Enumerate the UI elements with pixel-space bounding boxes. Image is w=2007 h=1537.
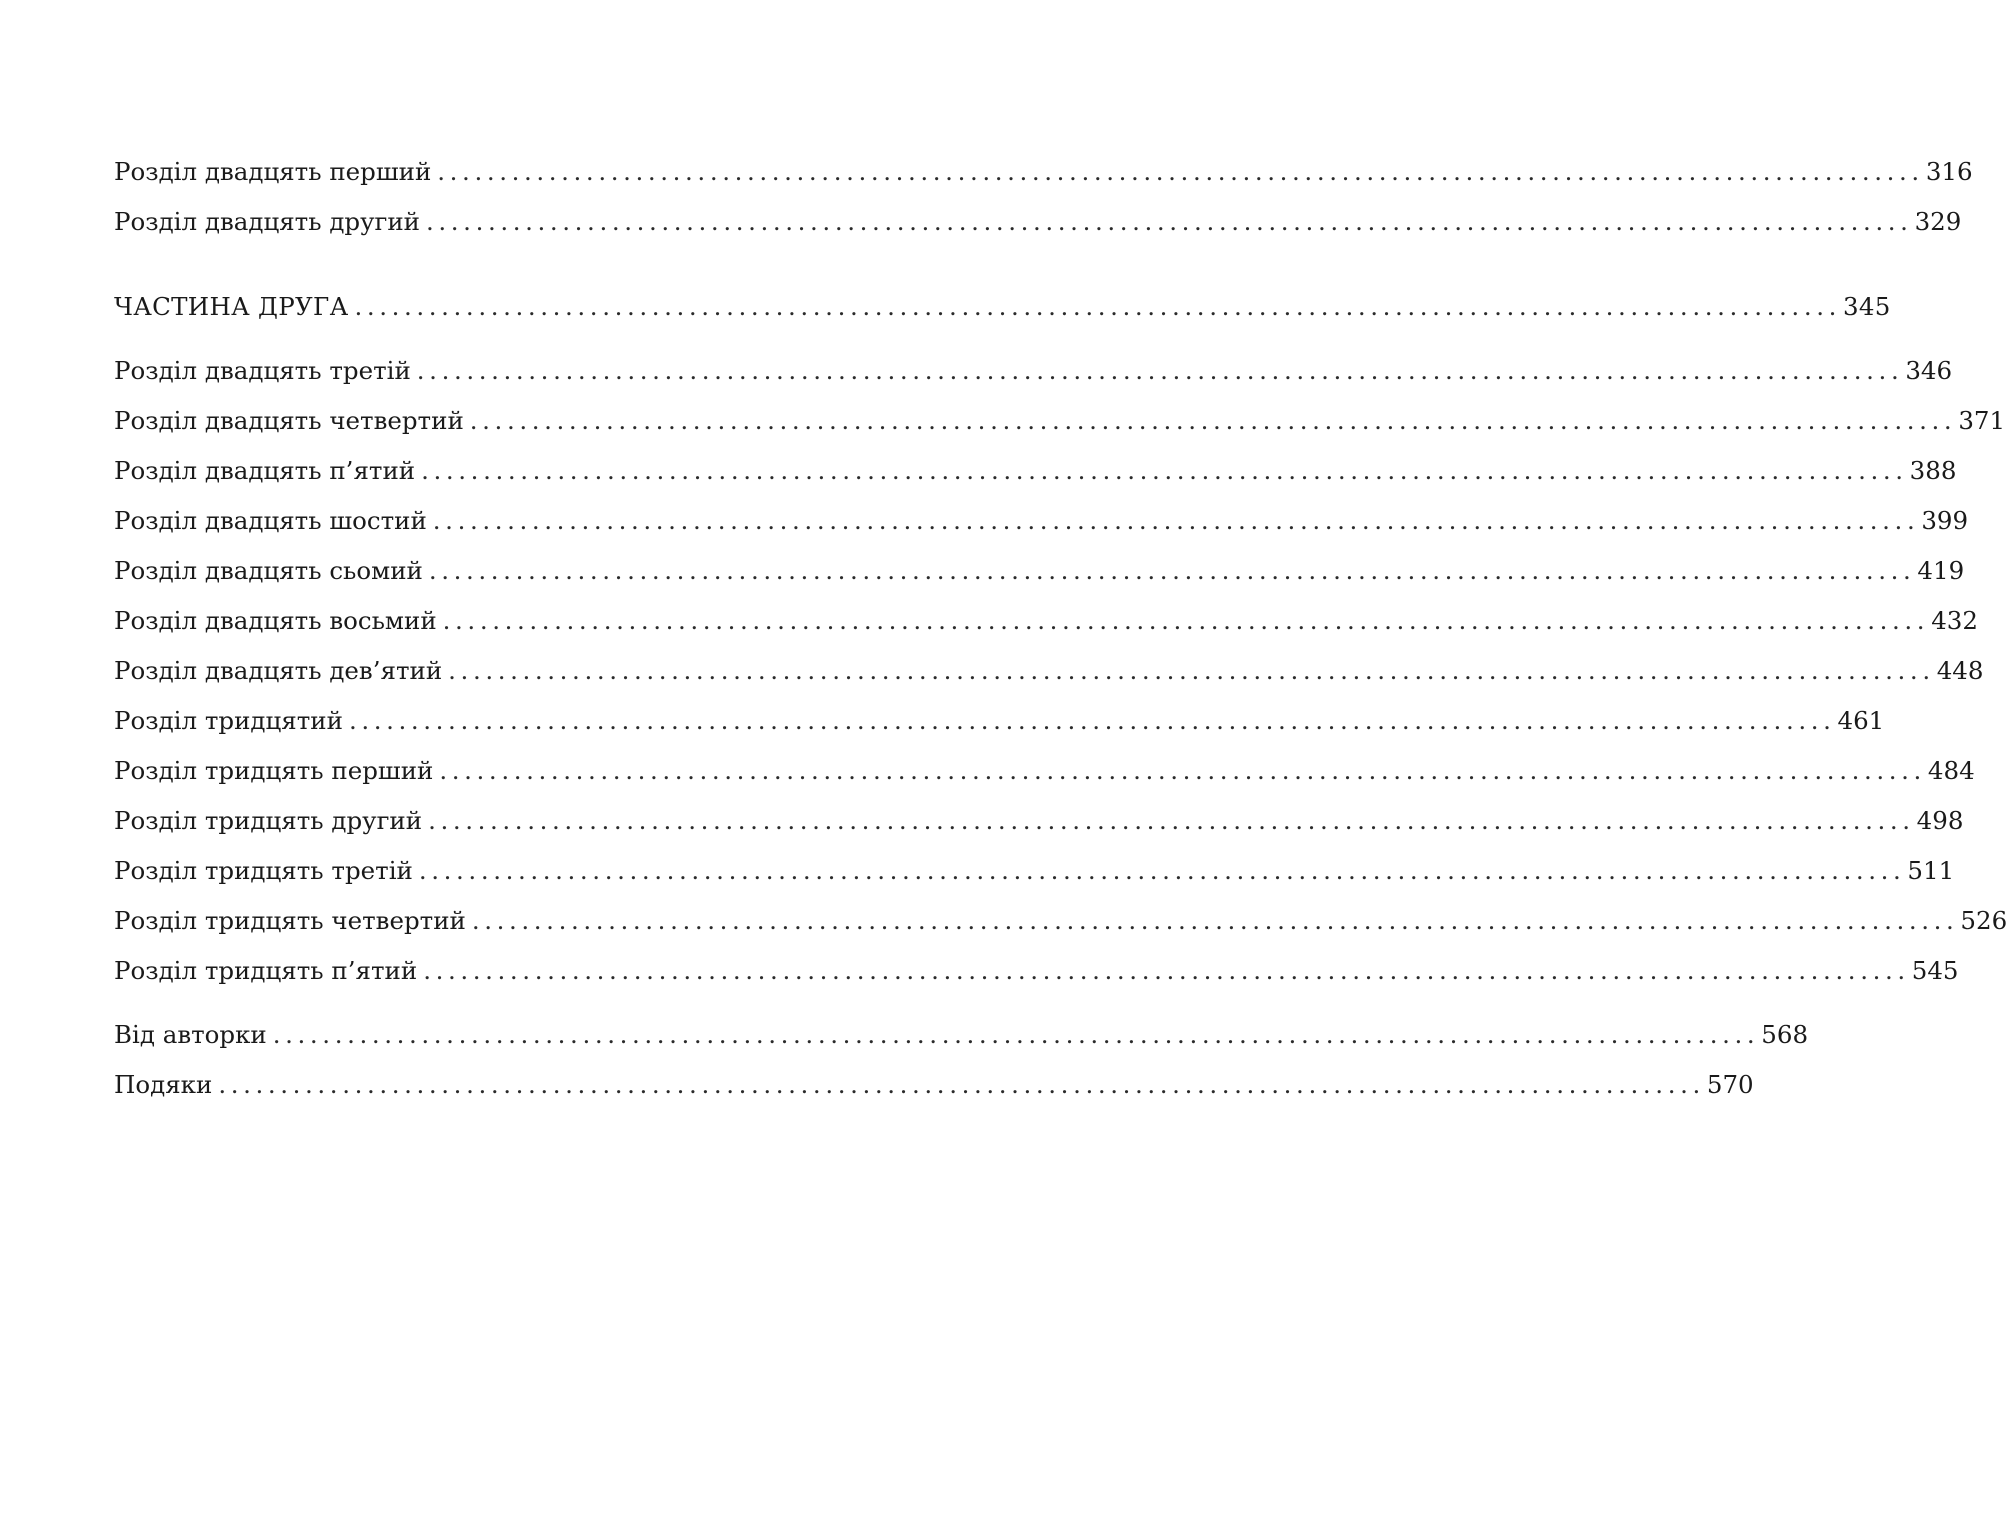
dot-leader: ........................................................................................................................ <box>448 656 1935 685</box>
toc-entry-page-number: 545 <box>1911 956 1959 985</box>
toc-entry <box>114 501 1969 551</box>
toc-entry <box>114 901 2007 951</box>
dot-leader: ........................................................................................................................ <box>348 706 1836 735</box>
toc-entry-page-number: 484 <box>1927 756 1975 785</box>
dot-leader: ........................................................................................................................ <box>471 906 1959 935</box>
toc-entry-page-number: 448 <box>1936 656 1984 685</box>
toc-entry-page-number: 388 <box>1909 456 1957 485</box>
dot-leader: ........................................................................................................................ <box>272 1020 1760 1049</box>
toc-entry-title: Розділ двадцять шостий <box>114 506 427 535</box>
toc-entry-page-number: 399 <box>1921 506 1969 535</box>
toc-entry <box>114 701 1885 751</box>
toc-entry-title: Розділ тридцятий <box>114 706 343 735</box>
toc-entry <box>114 202 1962 252</box>
toc-entry-page-number: 316 <box>1925 157 1973 186</box>
toc-entry-page-number: 432 <box>1931 606 1978 635</box>
toc-entry-title: Розділ двадцять дев’ятий <box>114 656 443 685</box>
toc-entry-title: Розділ тридцять перший <box>114 756 434 785</box>
toc-entry <box>114 152 1973 202</box>
dot-leader: ........................................................................................................................ <box>432 506 1920 535</box>
toc-part-heading <box>114 287 1891 337</box>
toc-entry <box>114 451 1957 501</box>
dot-leader: ........................................................................................................................ <box>428 806 1915 835</box>
toc-entry-title: Розділ тридцять п’ятий <box>114 956 418 985</box>
toc-entry-page-number: 498 <box>1916 806 1964 835</box>
dot-leader: ........................................................................................................................ <box>437 157 1924 186</box>
toc-entry <box>114 551 1965 601</box>
toc-entry-page-number: 345 <box>1842 292 1891 321</box>
toc-entry-page-number: 511 <box>1907 856 1955 885</box>
dot-leader: ........................................................................................................................ <box>416 356 1904 385</box>
toc-entry <box>114 801 1964 851</box>
toc-entry-title: Розділ двадцять восьмий <box>114 606 437 635</box>
dot-leader: ........................................................................................................................ <box>469 406 1957 435</box>
dot-leader: ........................................................................................................................ <box>418 856 1906 885</box>
toc-entry-title: Розділ тридцять третій <box>114 856 413 885</box>
toc-entry <box>114 351 1953 401</box>
toc-entry <box>114 1065 1754 1115</box>
toc-entry-page-number: 329 <box>1914 207 1962 236</box>
toc-entry-page-number: 419 <box>1917 556 1965 585</box>
toc-entry-title: Розділ двадцять п’ятий <box>114 456 416 485</box>
toc-entry-page-number: 570 <box>1706 1070 1754 1099</box>
dot-leader: ........................................................................................................................ <box>428 556 1916 585</box>
toc-entry <box>114 601 1978 651</box>
toc-entry <box>114 851 1955 901</box>
dot-leader: ........................................................................................................................ <box>442 606 1930 635</box>
toc-part-title: ЧАСТИНА ДРУГА <box>114 292 349 321</box>
toc-entry-page-number: 526 <box>1960 906 2007 935</box>
toc-entry <box>114 951 1959 1001</box>
toc-entry <box>114 1015 1809 1065</box>
toc-entry-page-number: 461 <box>1837 706 1885 735</box>
toc-entry <box>114 651 1984 701</box>
dot-leader: ........................................................................................................................ <box>439 756 1926 785</box>
toc-entry-title: Розділ двадцять четвертий <box>114 406 464 435</box>
toc-entry <box>114 751 1975 801</box>
toc-entry-page-number: 568 <box>1761 1020 1809 1049</box>
toc-entry-title: Розділ двадцять третій <box>114 356 411 385</box>
toc-entry-title: Розділ двадцять сьомий <box>114 556 423 585</box>
dot-leader: ........................................................................................................................ <box>218 1070 1705 1099</box>
toc-entry-page-number: 346 <box>1905 356 1953 385</box>
dot-leader: ........................................................................................................................ <box>354 292 1841 321</box>
toc-entry-title: Розділ двадцять другий <box>114 207 421 236</box>
toc-entry-page-number: 371 <box>1958 406 2006 435</box>
toc-entry <box>114 401 2006 451</box>
dot-leader: ........................................................................................................................ <box>423 956 1910 985</box>
dot-leader: ........................................................................................................................ <box>426 207 1913 236</box>
toc-entry-title: Розділ тридцять четвертий <box>114 906 466 935</box>
table-of-contents <box>114 152 2007 1115</box>
toc-entry-title: Розділ тридцять другий <box>114 806 423 835</box>
toc-entry-title: Від авторки <box>114 1020 267 1049</box>
toc-entry-title: Розділ двадцять перший <box>114 157 432 186</box>
toc-entry-title: Подяки <box>114 1070 213 1099</box>
dot-leader: ........................................................................................................................ <box>421 456 1908 485</box>
